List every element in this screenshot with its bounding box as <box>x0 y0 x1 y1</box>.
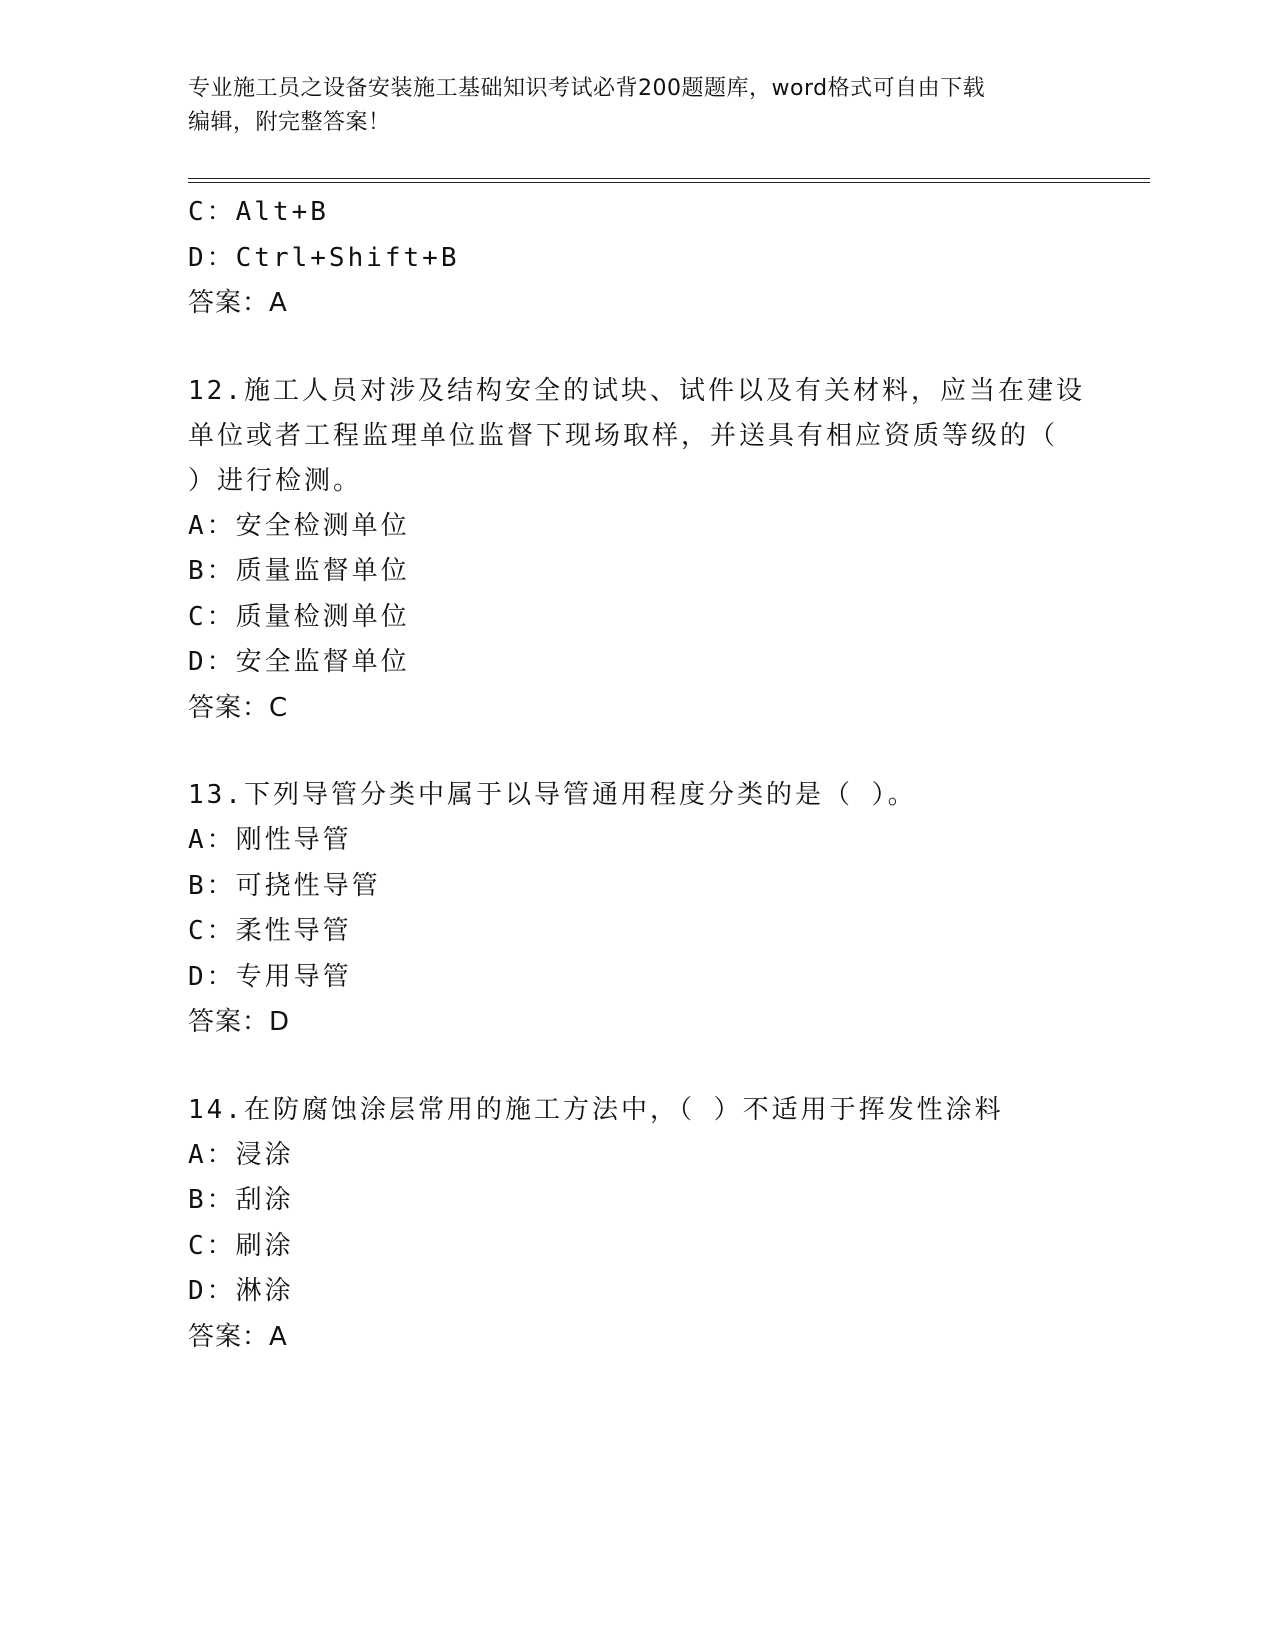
option-d: D：专用导管 <box>188 961 352 992</box>
question-stem-line: ）进行检测。 <box>188 465 363 496</box>
option-c: C：质量检测单位 <box>188 601 410 632</box>
answer: 答案：A <box>188 1321 288 1352</box>
option-d: D：Ctrl+Shift+B <box>188 242 460 273</box>
option-c: C：柔性导管 <box>188 916 352 946</box>
question-stem-line: 单位或者工程监理单位监督下现场取样，并送具有相应资质等级的（ <box>188 420 1059 451</box>
header-title-line-2: 编辑，附完整答案！ <box>188 110 391 135</box>
option-a: A：浸涂 <box>188 1139 294 1170</box>
question-14 <box>188 1088 1088 1361</box>
option-a: A：刚性导管 <box>188 825 352 855</box>
option-d: D：淋涂 <box>188 1276 294 1306</box>
document-header <box>188 72 1068 140</box>
option-c: C：刷涂 <box>188 1230 294 1261</box>
question-stem-line: 14.在防腐蚀涂层常用的施工方法中，（ ）不适用于挥发性涂料 <box>188 1094 1004 1125</box>
question-13 <box>188 773 1088 1046</box>
option-b: B：刮涂 <box>188 1185 294 1215</box>
option-d: D：安全监督单位 <box>188 647 410 677</box>
option-a: A：安全检测单位 <box>188 510 410 541</box>
answer: 答案：A <box>188 288 288 318</box>
question-content <box>188 190 1088 1360</box>
question-12 <box>188 369 1088 732</box>
header-divider <box>188 178 1150 183</box>
answer: 答案：C <box>188 692 289 723</box>
option-c: C：Alt+B <box>188 197 329 227</box>
continued-question <box>188 190 1088 327</box>
answer: 答案：D <box>188 1007 291 1037</box>
header-title-line-1: 专业施工员之设备安装施工基础知识考试必背200题题库，word格式可自由下载 <box>188 76 986 101</box>
question-stem-line: 13.下列导管分类中属于以导管通用程度分类的是（ ）。 <box>188 780 917 810</box>
option-b: B：质量监督单位 <box>188 556 410 586</box>
option-b: B：可挠性导管 <box>188 870 381 901</box>
question-stem-line: 12.施工人员对涉及结构安全的试块、试件以及有关材料，应当在建设 <box>188 375 1085 406</box>
